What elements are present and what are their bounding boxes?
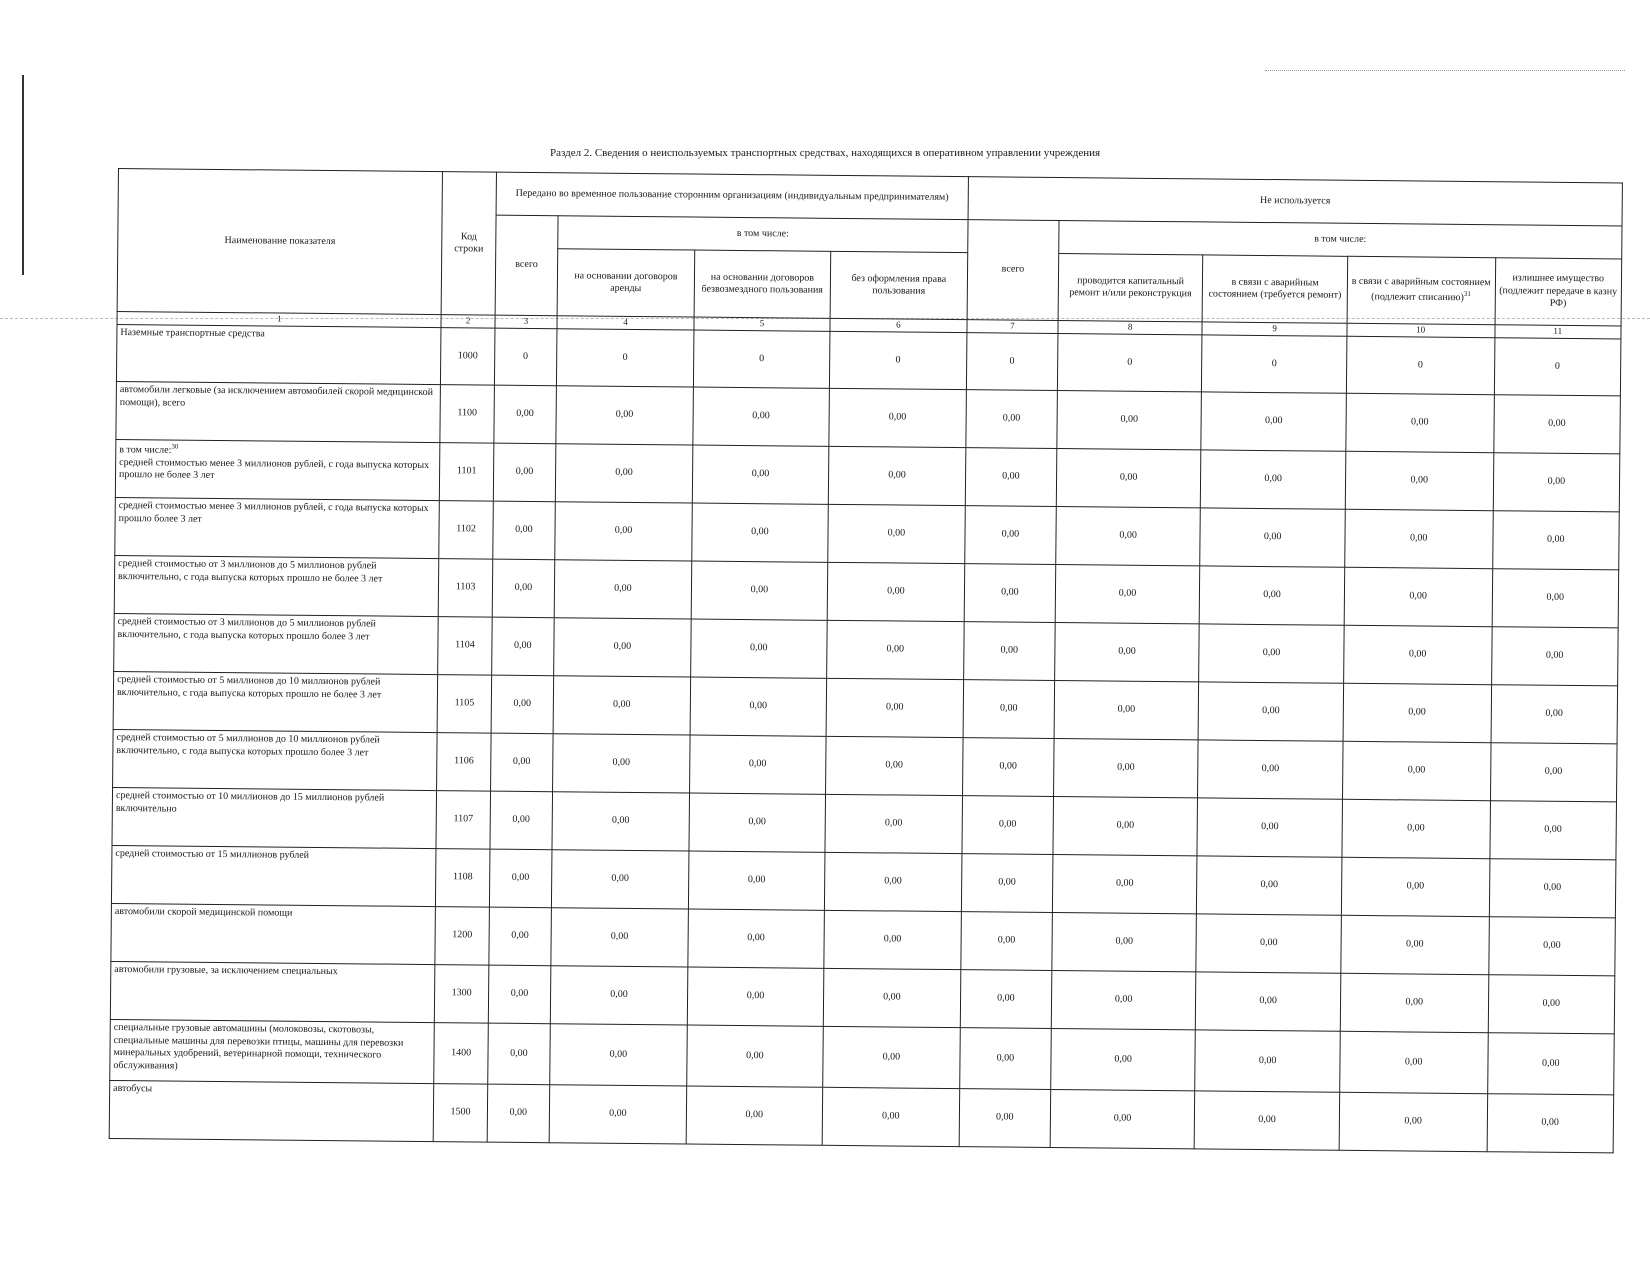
row-value: 0,00 xyxy=(1201,450,1346,509)
row-label-text: специальные грузовые автомашины (молоковозы, скотовозы, специальные машины для перевозки птицы, машины для перевозки минеральных удобрений, ветеринарной помощи, технического обслуживания) xyxy=(113,1021,404,1072)
row-value: 0,00 xyxy=(1056,507,1201,566)
header-no-docs: без оформления права пользования xyxy=(830,251,968,319)
row-value: 0,00 xyxy=(823,1026,961,1088)
row-value: 0,00 xyxy=(828,446,966,505)
row-value: 0,00 xyxy=(1341,915,1489,974)
row-label xyxy=(114,555,439,616)
row-value: 0,00 xyxy=(491,617,554,676)
row-label xyxy=(116,381,441,442)
row-value: 0,00 xyxy=(1493,453,1620,512)
row-value: 0,00 xyxy=(1198,682,1343,741)
row-value: 0,00 xyxy=(1491,685,1618,744)
row-value: 0,00 xyxy=(1340,1031,1488,1093)
row-value: 0,00 xyxy=(960,1028,1052,1090)
row-label xyxy=(110,961,435,1022)
row-value: 0,00 xyxy=(825,794,963,853)
row-value: 0,00 xyxy=(1201,392,1346,451)
row-value: 0,00 xyxy=(1342,741,1490,800)
row-label-text: средней стоимостью менее 3 миллионов рублей, с года выпуска которых прошло более 3 лет xyxy=(118,500,429,525)
row-value: 0,00 xyxy=(555,444,693,503)
column-number: 4 xyxy=(557,316,694,330)
header-repair: проводится капитальный ремонт и/или реконструкция xyxy=(1058,254,1203,322)
row-value: 0,00 xyxy=(1492,569,1619,628)
row-value: 0,00 xyxy=(828,504,966,563)
header-not-used-including: в том числе: xyxy=(1059,221,1622,259)
row-label-text: автомобили скорой медицинской помощи xyxy=(114,906,293,919)
row-value: 0,00 xyxy=(492,559,555,618)
row-value: 0,00 xyxy=(490,791,553,850)
header-code: Код строки xyxy=(441,172,496,316)
row-value: 0,00 xyxy=(1055,565,1200,624)
scan-dotted-mark xyxy=(1265,70,1625,71)
row-value: 0,00 xyxy=(687,1025,824,1087)
row-label-text: средней стоимостью от 3 миллионов до 5 миллионов рублей включительно, с года выпуска которых прошло более 3 лет xyxy=(117,616,376,642)
row-value: 0,00 xyxy=(1051,1028,1196,1090)
row-code: 1103 xyxy=(439,559,493,618)
row-value: 0,00 xyxy=(550,966,688,1025)
header-lease: на основании договоров аренды xyxy=(557,249,695,317)
row-value: 0,00 xyxy=(1195,1030,1340,1092)
row-value: 0,00 xyxy=(488,965,551,1024)
row-value: 0,00 xyxy=(1487,1033,1614,1095)
row-value: 0,00 xyxy=(1198,740,1343,799)
row-value: 0,00 xyxy=(493,501,556,560)
row-label-text: средней стоимостью от 15 миллионов рублей xyxy=(115,848,310,861)
column-number: 9 xyxy=(1202,322,1347,336)
row-value: 0,00 xyxy=(1194,1091,1339,1150)
row-label-text: средней стоимостью от 5 миллионов до 10 миллионов рублей включительно, с года выпуска которых прошло более 3 лет xyxy=(116,732,380,758)
row-value: 0,00 xyxy=(962,738,1054,797)
row-value: 0,00 xyxy=(1197,798,1342,857)
row-value: 0,00 xyxy=(688,909,824,968)
vehicles-table xyxy=(109,168,1623,1153)
row-value: 0,00 xyxy=(1341,857,1489,916)
row-value: 0,00 xyxy=(489,907,552,966)
row-value: 0,00 xyxy=(1488,917,1615,976)
footnote-31: 31 xyxy=(1463,289,1471,298)
row-value: 0,00 xyxy=(1492,511,1619,570)
column-number: 1 xyxy=(117,311,441,327)
row-value: 0,00 xyxy=(691,561,827,620)
row-label xyxy=(114,613,439,674)
row-value: 0,00 xyxy=(962,796,1054,855)
row-value: 0,00 xyxy=(693,387,829,446)
row-label-prefix: в том числе: xyxy=(119,444,172,456)
row-label xyxy=(116,324,441,384)
row-value: 0 xyxy=(829,331,967,389)
row-code: 1400 xyxy=(434,1023,488,1085)
row-label-text: средней стоимостью от 5 миллионов до 10 миллионов рублей включительно, с года выпуска которых прошло не более 3 лет xyxy=(116,674,382,701)
row-value: 0,00 xyxy=(1488,975,1615,1034)
footnote-30: 30 xyxy=(171,442,179,451)
column-number: 6 xyxy=(830,318,967,332)
row-value: 0,00 xyxy=(692,445,828,504)
row-value: 0,00 xyxy=(965,448,1057,507)
row-value: 0,00 xyxy=(823,968,961,1027)
column-number: 3 xyxy=(495,315,557,329)
row-code: 1000 xyxy=(441,328,495,386)
table-body xyxy=(109,324,1621,1152)
row-value: 0,00 xyxy=(552,792,690,851)
row-label xyxy=(109,1080,434,1141)
row-value: 0,00 xyxy=(824,910,962,969)
row-value: 0,00 xyxy=(554,560,692,619)
row-value: 0,00 xyxy=(686,1086,822,1145)
row-value: 0,00 xyxy=(1346,393,1494,452)
row-value: 0,00 xyxy=(493,443,556,502)
row-value: 0,00 xyxy=(1343,625,1491,684)
header-free-use: на основании договоров безвозмездного пользования xyxy=(694,250,831,318)
row-value: 0,00 xyxy=(692,503,828,562)
row-value: 0,00 xyxy=(1491,627,1618,686)
row-value: 0 xyxy=(1202,335,1347,393)
column-number: 2 xyxy=(441,315,495,329)
row-code: 1106 xyxy=(437,733,491,792)
row-code: 1300 xyxy=(435,965,489,1024)
row-value: 0,00 xyxy=(1057,391,1202,450)
row-code: 1200 xyxy=(435,907,489,966)
row-value: 0,00 xyxy=(1489,859,1616,918)
row-value: 0,00 xyxy=(1050,1089,1195,1148)
row-code: 1101 xyxy=(440,443,494,502)
row-value: 0,00 xyxy=(689,735,825,794)
row-value: 0,00 xyxy=(960,970,1052,1029)
row-value: 0,00 xyxy=(963,680,1055,739)
column-number: 5 xyxy=(694,317,830,331)
row-value: 0,00 xyxy=(488,1023,551,1085)
row-value: 0,00 xyxy=(822,1087,960,1146)
row-value: 0,00 xyxy=(487,1084,550,1143)
row-value: 0,00 xyxy=(1339,1092,1487,1151)
row-label-text: автобусы xyxy=(113,1082,153,1095)
header-transferred-total: всего xyxy=(495,215,558,316)
row-value: 0,00 xyxy=(826,678,964,737)
row-code: 1108 xyxy=(436,849,490,908)
row-value: 0,00 xyxy=(691,619,827,678)
header-transferred-including: в том числе: xyxy=(558,216,968,253)
row-value: 0,00 xyxy=(1196,972,1341,1031)
row-value: 0 xyxy=(693,330,829,388)
row-value: 0 xyxy=(966,333,1058,391)
row-value: 0,00 xyxy=(1340,973,1488,1032)
header-name: Наименование показателя xyxy=(117,169,443,315)
row-value: 0,00 xyxy=(1200,566,1345,625)
row-value: 0,00 xyxy=(1051,970,1196,1029)
row-value: 0,00 xyxy=(1056,449,1201,508)
row-value: 0,00 xyxy=(959,1089,1051,1148)
row-value: 0,00 xyxy=(550,1024,688,1086)
row-value: 0,00 xyxy=(1489,801,1616,860)
row-value: 0,00 xyxy=(961,854,1053,913)
row-value: 0,00 xyxy=(829,388,967,447)
row-value: 0,00 xyxy=(1053,739,1198,798)
header-emergency-writeoff xyxy=(1347,256,1495,324)
header-surplus: излишнее имущество (подлежит передаче в казну РФ) xyxy=(1495,258,1622,326)
row-label-text: средней стоимостью менее 3 миллионов рублей, с года выпуска которых прошло не более 3 лет xyxy=(119,456,430,482)
row-value: 0,00 xyxy=(1054,623,1199,682)
header-not-used-total: всего xyxy=(967,220,1059,321)
row-value: 0,00 xyxy=(689,793,825,852)
row-label xyxy=(112,787,437,848)
row-label xyxy=(113,671,438,732)
row-code: 1107 xyxy=(436,791,490,850)
section-title: Раздел 2. Сведения о неиспользуемых транспортных средствах, находящихся в оперативном управлении учреждения xyxy=(549,147,1101,159)
row-value: 0,00 xyxy=(553,676,691,735)
row-value: 0,00 xyxy=(551,908,689,967)
row-value: 0 xyxy=(1057,334,1202,392)
row-value: 0,00 xyxy=(554,618,692,677)
row-value: 0,00 xyxy=(1342,799,1490,858)
row-value: 0,00 xyxy=(690,677,826,736)
column-number: 11 xyxy=(1494,325,1621,339)
row-value: 0,00 xyxy=(555,502,693,561)
row-label xyxy=(111,845,436,906)
row-label xyxy=(115,439,440,500)
row-value: 0 xyxy=(1346,336,1494,394)
row-value: 0,00 xyxy=(688,851,824,910)
row-value: 0,00 xyxy=(825,736,963,795)
row-label-text: средней стоимостью от 10 миллионов до 15 миллионов рублей включительно xyxy=(115,790,385,815)
row-label-text: средней стоимостью от 3 миллионов до 5 миллионов рублей включительно, с года выпуска которых прошло не более 3 лет xyxy=(118,558,383,585)
row-label xyxy=(115,497,440,558)
row-value: 0,00 xyxy=(1199,624,1344,683)
row-value: 0,00 xyxy=(1345,509,1493,568)
row-value: 0,00 xyxy=(1493,395,1620,454)
row-code: 1100 xyxy=(440,385,494,444)
row-value: 0,00 xyxy=(1344,567,1492,626)
row-value: 0,00 xyxy=(1197,856,1342,915)
row-value: 0,00 xyxy=(551,850,689,909)
row-value: 0,00 xyxy=(1196,914,1341,973)
row-value: 0,00 xyxy=(824,852,962,911)
column-number: 8 xyxy=(1058,321,1203,335)
column-number: 10 xyxy=(1347,323,1495,337)
row-label xyxy=(113,729,438,790)
header-emergency-repair: в связи с аварийным состоянием (требуется ремонт) xyxy=(1202,255,1347,323)
row-code: 1500 xyxy=(433,1084,487,1143)
row-code: 1102 xyxy=(439,501,493,560)
row-label xyxy=(110,1019,435,1083)
row-value: 0,00 xyxy=(494,385,557,444)
table-header xyxy=(117,169,1622,339)
row-value: 0,00 xyxy=(490,733,553,792)
row-value: 0,00 xyxy=(827,562,965,621)
row-value: 0,00 xyxy=(1053,797,1198,856)
column-number: 7 xyxy=(967,320,1058,334)
row-code: 1105 xyxy=(437,675,491,734)
row-label xyxy=(111,903,436,964)
row-value: 0,00 xyxy=(1054,681,1199,740)
row-value: 0,00 xyxy=(1052,913,1197,972)
row-value: 0,00 xyxy=(826,620,964,679)
row-value: 0,00 xyxy=(964,564,1056,623)
row-value: 0,00 xyxy=(1052,855,1197,914)
row-label-text: автомобили грузовые, за исключением специальных xyxy=(114,964,338,978)
row-label-text: Наземные транспортные средства xyxy=(120,327,265,340)
row-value: 0,00 xyxy=(965,506,1057,565)
row-value: 0,00 xyxy=(1343,683,1491,742)
row-value: 0,00 xyxy=(1490,743,1617,802)
row-value: 0,00 xyxy=(1200,508,1345,567)
row-code: 1104 xyxy=(438,617,492,676)
row-value: 0,00 xyxy=(549,1085,687,1144)
row-value: 0,00 xyxy=(556,386,694,445)
header-not-used: Не используется xyxy=(968,177,1622,226)
form-sheet xyxy=(109,168,1623,1153)
row-value: 0 xyxy=(556,329,694,387)
row-value: 0,00 xyxy=(489,849,552,908)
row-value: 0,00 xyxy=(961,912,1053,971)
scan-edge-mark xyxy=(22,75,24,275)
row-value: 0,00 xyxy=(964,622,1056,681)
row-value: 0,00 xyxy=(1487,1094,1614,1153)
row-value: 0,00 xyxy=(491,675,554,734)
header-transferred: Передано во временное пользование сторонним организациям (индивидуальным предпринимателям) xyxy=(496,172,968,220)
row-value: 0,00 xyxy=(552,734,690,793)
row-value: 0,00 xyxy=(1345,451,1493,510)
header-emergency-writeoff-text: в связи с аварийным состоянием (подлежит списанию) xyxy=(1351,276,1491,304)
row-label-text: автомобили легковые (за исключением автомобилей скорой медицинской помощи), всего xyxy=(119,384,434,409)
row-value: 0,00 xyxy=(966,390,1058,449)
row-value: 0 xyxy=(1494,338,1621,396)
row-value: 0 xyxy=(494,328,557,386)
row-value: 0,00 xyxy=(687,967,823,1026)
